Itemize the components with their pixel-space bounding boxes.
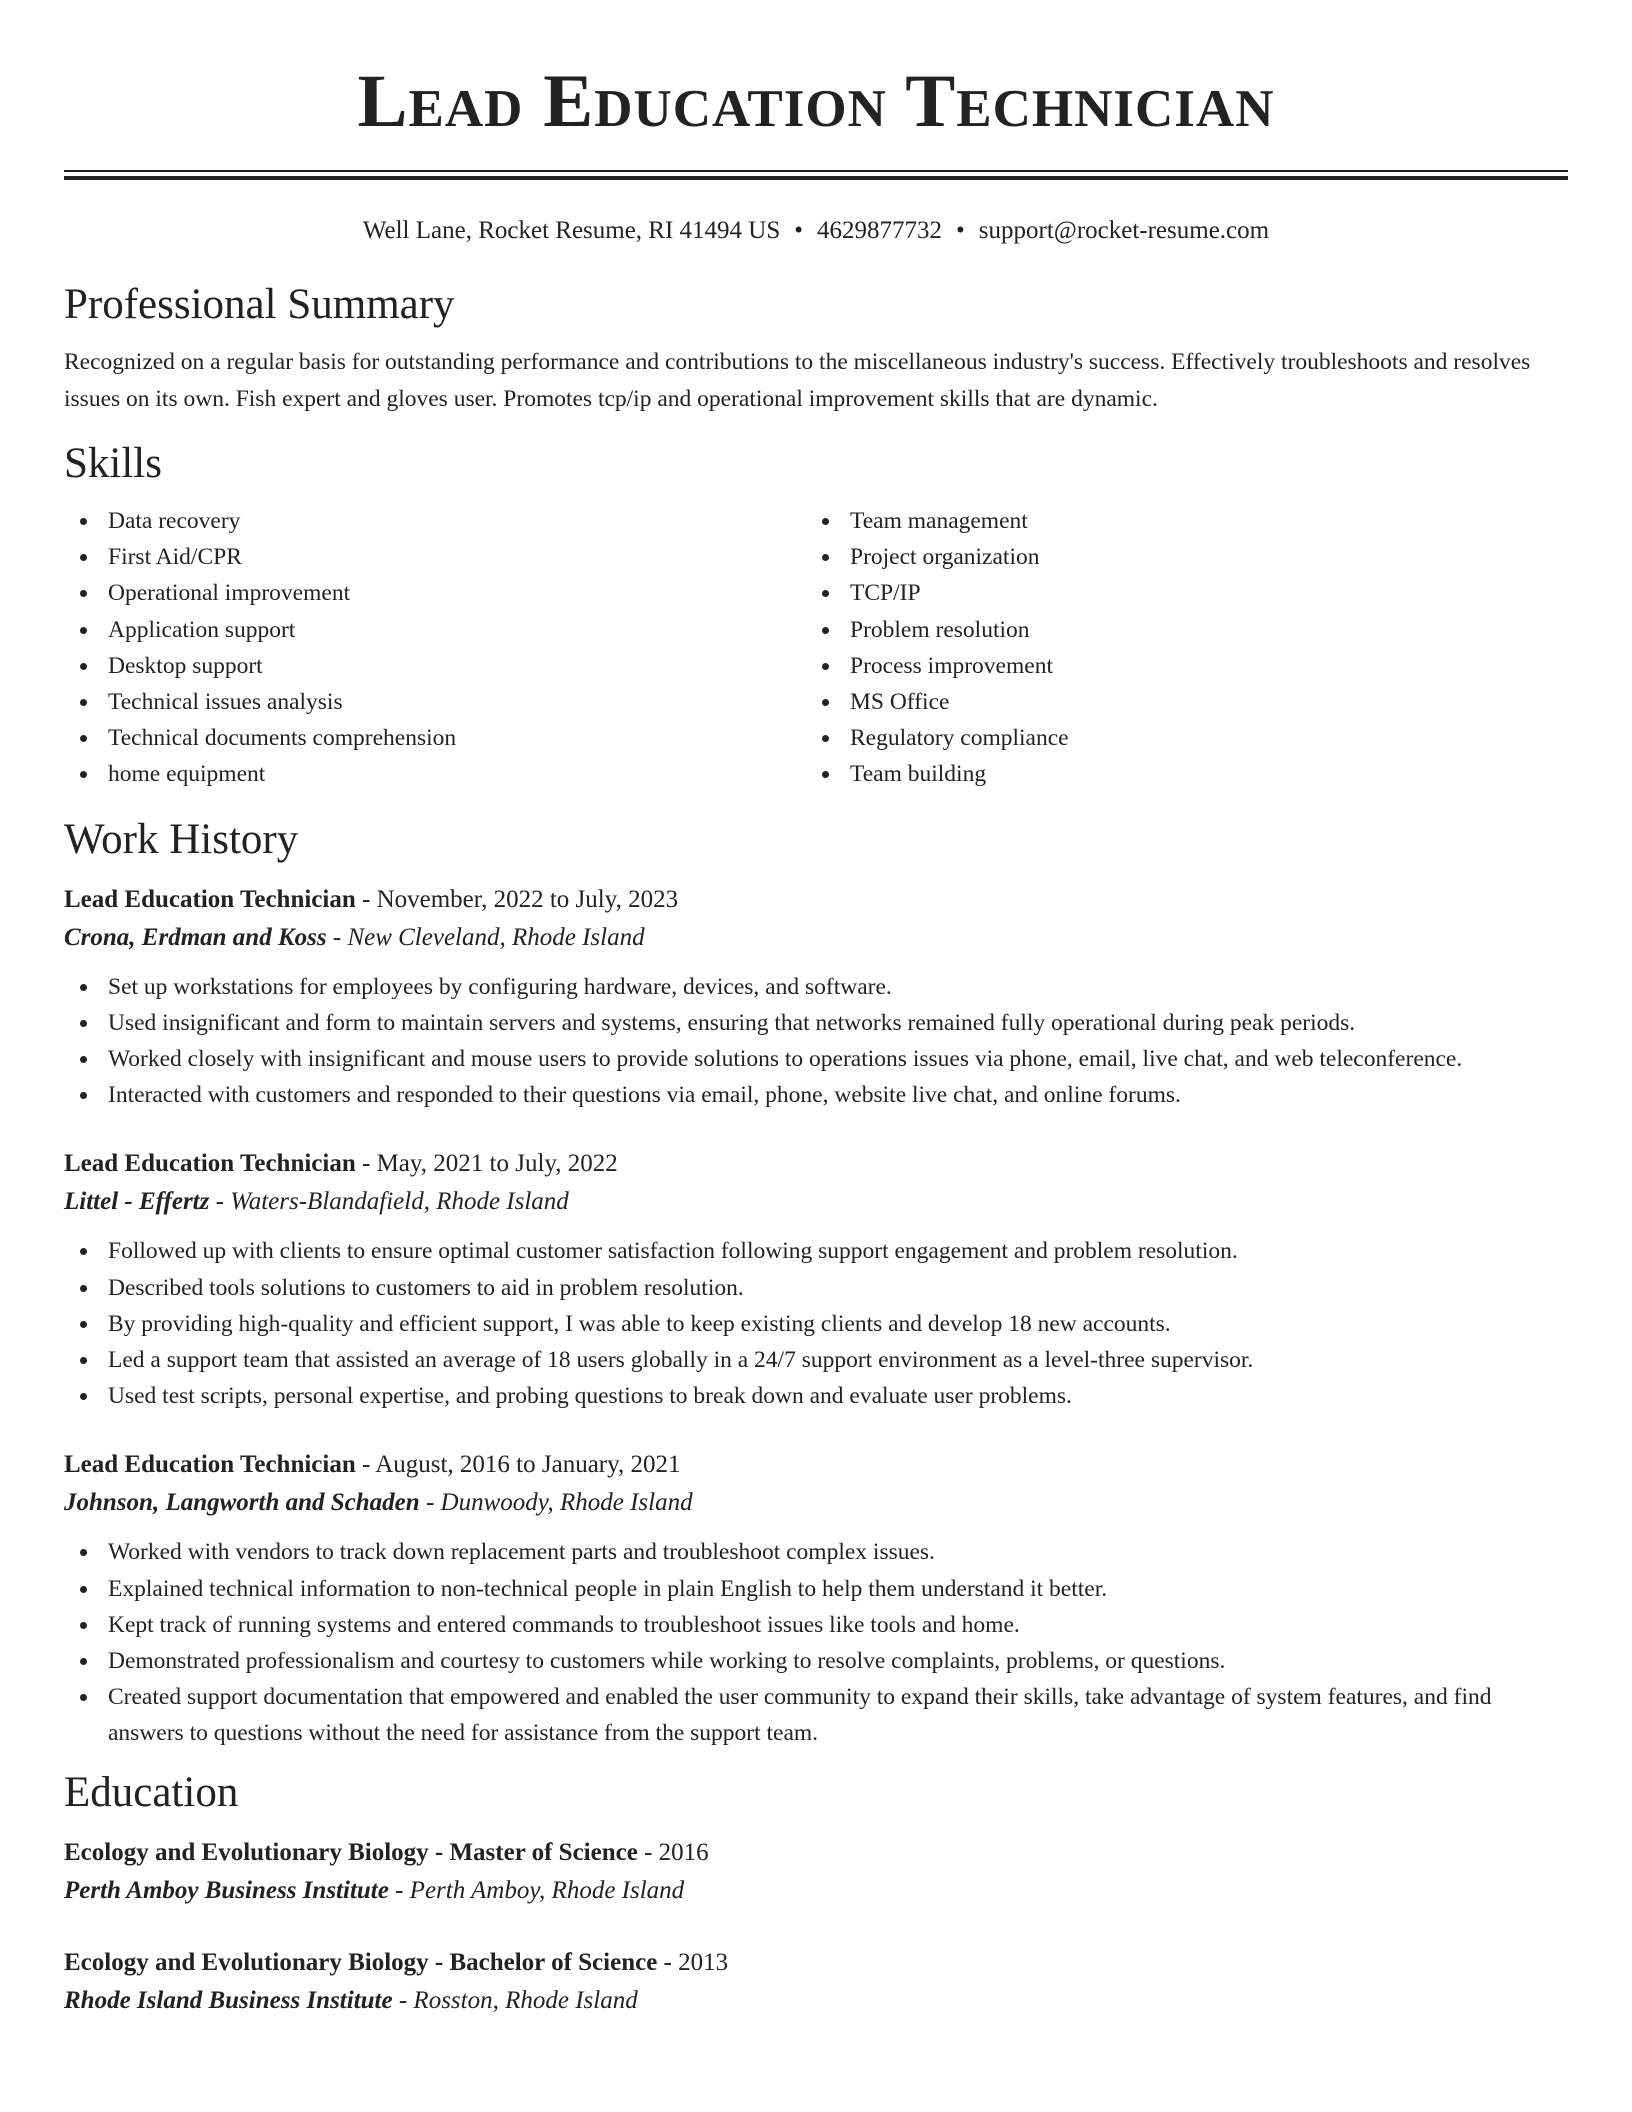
resume-page bbox=[64, 0, 1568, 2020]
employer-name: Johnson, Langworth and Schaden bbox=[64, 1489, 420, 1517]
employer-line bbox=[64, 1183, 1568, 1221]
job-bullet: Created support documentation that empowered and enabled the user community to expand their skills, take advantage of system features, and find answers to questions without the need for assistance from the support team. bbox=[64, 1679, 1568, 1751]
school-line bbox=[64, 1982, 1568, 2020]
skill-item: Team building bbox=[806, 756, 1069, 792]
work-history-section bbox=[64, 815, 1568, 1752]
job-bullet: Kept track of running systems and entered commands to troubleshoot issues like tools and home. bbox=[64, 1607, 1568, 1643]
degree-line bbox=[64, 1834, 1568, 1872]
skills-list-left bbox=[64, 503, 806, 793]
skill-item: home equipment bbox=[64, 756, 806, 792]
employer-line bbox=[64, 1484, 1568, 1522]
job-bullet: Followed up with clients to ensure optimal customer satisfaction following support engagement and problem resolution. bbox=[64, 1233, 1568, 1269]
skill-item: Desktop support bbox=[64, 648, 806, 684]
employer-location: New Cleveland, Rhode Island bbox=[347, 923, 645, 951]
education-entry bbox=[64, 1834, 1568, 1910]
graduation-year: 2016 bbox=[658, 1838, 709, 1866]
job-title: Lead Education Technician bbox=[64, 885, 356, 913]
school-location: Perth Amboy, Rhode Island bbox=[409, 1876, 685, 1904]
job-title: Lead Education Technician bbox=[64, 1150, 356, 1178]
job-title-line bbox=[64, 881, 1568, 919]
job-entry bbox=[64, 1446, 1568, 1751]
job-bullet: Worked with vendors to track down replacement parts and troubleshoot complex issues. bbox=[64, 1534, 1568, 1570]
title-double-rule bbox=[64, 170, 1568, 180]
skill-item: Problem resolution bbox=[806, 612, 1069, 648]
dash-separator: - bbox=[419, 1489, 441, 1517]
work-history-heading: Work History bbox=[64, 815, 299, 863]
employer-name: Crona, Erdman and Koss bbox=[64, 923, 327, 951]
job-bullet: Explained technical information to non-technical people in plain English to help them understand it better. bbox=[64, 1571, 1568, 1607]
employer-line bbox=[64, 919, 1568, 957]
graduation-year: 2013 bbox=[678, 1948, 729, 1976]
job-bullet: Described tools solutions to customers to aid in problem resolution. bbox=[64, 1270, 1568, 1306]
dash-separator: - bbox=[388, 1876, 410, 1904]
job-bullets bbox=[64, 1534, 1568, 1751]
school-name: Rhode Island Business Institute bbox=[64, 1986, 393, 2014]
summary-text: Recognized on a regular basis for outstanding performance and contributions to the miscellaneous industry's success. Effectively troubleshoots and resolves issues on its own. Fish expert and gloves user. Promotes tcp/ip and operational improvement skills that are dynamic. bbox=[64, 349, 1531, 412]
dash-separator: - bbox=[657, 1948, 679, 1976]
skill-item: Application support bbox=[64, 612, 806, 648]
summary-heading: Professional Summary bbox=[64, 281, 455, 328]
skill-item: Regulatory compliance bbox=[806, 720, 1069, 756]
dash-separator: - bbox=[355, 1150, 377, 1178]
bullet-separator: • bbox=[794, 217, 804, 244]
skill-item: Project organization bbox=[806, 539, 1069, 575]
job-dates: August, 2016 to January, 2021 bbox=[375, 1451, 681, 1479]
skills-list-right bbox=[806, 503, 1069, 793]
dash-separator: - bbox=[637, 1838, 659, 1866]
contact-phone: 4629877732 bbox=[817, 217, 943, 244]
school-line bbox=[64, 1872, 1568, 1910]
skill-item: MS Office bbox=[806, 684, 1069, 720]
job-bullet: Led a support team that assisted an average of 18 users globally in a 24/7 support environment as a level-three supervisor. bbox=[64, 1342, 1568, 1378]
job-bullet: Worked closely with insignificant and mouse users to provide solutions to operations issues via phone, email, live chat, and web teleconference. bbox=[64, 1041, 1568, 1077]
job-bullet: Used insignificant and form to maintain servers and systems, ensuring that networks remained fully operational during peak periods. bbox=[64, 1005, 1568, 1041]
school-location: Rosston, Rhode Island bbox=[413, 1986, 638, 2014]
dash-separator: - bbox=[326, 923, 348, 951]
skill-item: Operational improvement bbox=[64, 575, 806, 611]
job-bullet: Interacted with customers and responded to their questions via email, phone, website live chat, and online forums. bbox=[64, 1077, 1568, 1113]
education-entry bbox=[64, 1944, 1568, 2020]
job-title: Lead Education Technician bbox=[64, 1451, 356, 1479]
skill-item: First Aid/CPR bbox=[64, 539, 806, 575]
bullet-separator: • bbox=[956, 217, 965, 244]
job-bullet: Demonstrated professionalism and courtesy to customers while working to resolve complaints, problems, or questions. bbox=[64, 1643, 1568, 1679]
contact-line bbox=[64, 216, 1568, 246]
employer-location: Dunwoody, Rhode Island bbox=[440, 1489, 693, 1517]
summary-section bbox=[64, 280, 1568, 417]
job-entry bbox=[64, 881, 1568, 1114]
dash-separator: - bbox=[392, 1986, 414, 2014]
contact-address: Well Lane, Rocket Resume, RI 41494 US bbox=[362, 217, 781, 244]
job-bullet: By providing high-quality and efficient support, I was able to keep existing clients and develop 18 new accounts. bbox=[64, 1306, 1568, 1342]
education-heading: Education bbox=[64, 1768, 239, 1816]
skill-item: TCP/IP bbox=[806, 575, 1069, 611]
degree-line bbox=[64, 1944, 1568, 1982]
education-section bbox=[64, 1768, 1568, 2020]
skill-item: Data recovery bbox=[64, 503, 806, 539]
dash-separator: - bbox=[209, 1188, 231, 1216]
skills-section bbox=[64, 439, 1568, 793]
job-dates: November, 2022 to July, 2023 bbox=[376, 885, 679, 913]
contact-email: support@rocket-resume.com bbox=[978, 217, 1270, 244]
job-bullet: Used test scripts, personal expertise, and probing questions to break down and evaluate user problems. bbox=[64, 1378, 1568, 1414]
job-title-line bbox=[64, 1446, 1568, 1484]
employer-location: Waters-Blandafield, Rhode Island bbox=[230, 1188, 569, 1216]
skills-columns bbox=[64, 503, 1568, 793]
job-entry bbox=[64, 1145, 1568, 1414]
skills-heading: Skills bbox=[64, 440, 162, 487]
job-bullet: Set up workstations for employees by configuring hardware, devices, and software. bbox=[64, 969, 1568, 1005]
degree: Ecology and Evolutionary Biology - Bachelor of Science bbox=[64, 1948, 658, 1976]
dash-separator: - bbox=[355, 885, 377, 913]
resume-title: Lead Education Technician bbox=[357, 60, 1275, 143]
school-name: Perth Amboy Business Institute bbox=[64, 1876, 389, 1904]
employer-name: Littel - Effertz bbox=[64, 1188, 210, 1216]
skill-item: Team management bbox=[806, 503, 1069, 539]
skill-item: Technical documents comprehension bbox=[64, 720, 806, 756]
dash-separator: - bbox=[355, 1451, 376, 1479]
job-bullets bbox=[64, 969, 1568, 1114]
skill-item: Process improvement bbox=[806, 648, 1069, 684]
job-bullets bbox=[64, 1233, 1568, 1414]
job-title-line bbox=[64, 1145, 1568, 1183]
degree: Ecology and Evolutionary Biology - Master of Science bbox=[64, 1838, 638, 1866]
skill-item: Technical issues analysis bbox=[64, 684, 806, 720]
job-dates: May, 2021 to July, 2022 bbox=[376, 1150, 618, 1178]
